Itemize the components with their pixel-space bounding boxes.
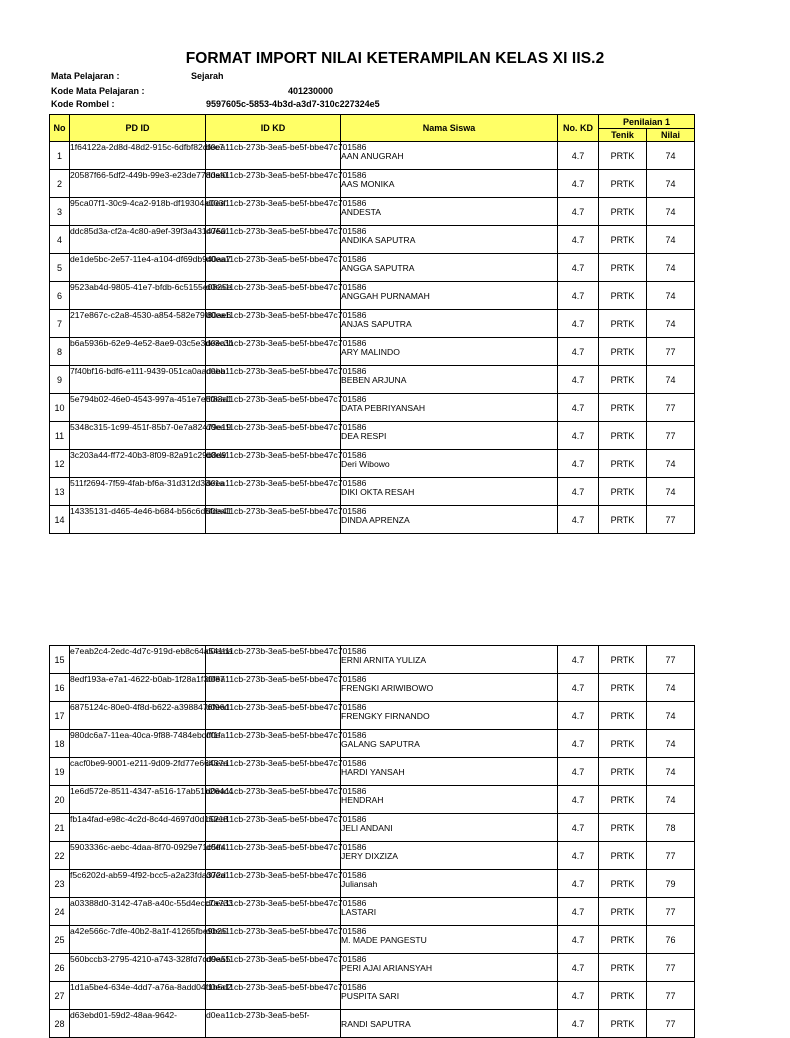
nama-siswa-cell: ANJAS SAPUTRA [341,310,558,338]
pd-id-cell: fb1a4fad-e98c-4c2d-8c4d-4697d0d15218 [70,814,206,842]
no-kd-cell: 4.7 [558,814,599,842]
no-kd-cell: 4.7 [558,254,599,282]
nilai-cell: 77 [647,422,695,450]
nilai-table-page-2 [49,645,695,1038]
row-number: 27 [50,982,70,1010]
nama-siswa-cell: ANDESTA [341,198,558,226]
nama-siswa-cell: GALANG SAPUTRA [341,730,558,758]
pd-id-cell: 8edf193a-e7a1-4622-b0ab-1f28a1f30f87 [70,674,206,702]
teknik-cell: PRTK [599,646,647,674]
nilai-cell: 77 [647,898,695,926]
row-number: 18 [50,730,70,758]
nilai-cell: 74 [647,226,695,254]
row-number: 10 [50,394,70,422]
no-kd-cell: 4.7 [558,142,599,170]
table-row [50,478,695,506]
row-number: 26 [50,954,70,982]
nilai-cell: 74 [647,310,695,338]
pd-id-cell: a42e566c-7dfe-40b2-8a1f-41265fbe9b25 [70,926,206,954]
row-number: 19 [50,758,70,786]
no-kd-cell: 4.7 [558,422,599,450]
row-number: 24 [50,898,70,926]
pd-id-cell: 560bccb3-2795-4210-a743-328fd7cd9a55 [70,954,206,982]
nama-siswa-cell: JERY DIXZIZA [341,842,558,870]
nilai-cell: 79 [647,870,695,898]
nama-siswa-cell: DINDA APRENZA [341,506,558,534]
nama-siswa-cell: DATA PEBRIYANSAH [341,394,558,422]
no-kd-cell: 4.7 [558,506,599,534]
table-row [50,1010,695,1038]
id-kd-cell: d0ea11cb-273b-3ea5-be5f-bbe47c701586 [206,506,341,534]
kode-rombel-value: 9597605c-5853-4b3d-a3d7-310c227324e5 [206,99,380,109]
teknik-cell: PRTK [599,450,647,478]
table-row [50,282,695,310]
table-row [50,898,695,926]
teknik-cell: PRTK [599,702,647,730]
id-kd-cell: d0ea11cb-273b-3ea5-be5f-bbe47c701586 [206,646,341,674]
nilai-table-page-1 [49,114,695,534]
nama-siswa-cell: BEBEN ARJUNA [341,366,558,394]
pd-id-cell: 9523ab4d-9805-41e7-bfdb-6c5155e0825e [70,282,206,310]
row-number: 3 [50,198,70,226]
table-row [50,506,695,534]
pd-id-cell: 3c203a44-ff72-40b3-8f09-82a91c29b8d9 [70,450,206,478]
id-kd-cell: d0ea11cb-273b-3ea5-be5f- [206,1010,341,1038]
id-kd-cell: d0ea11cb-273b-3ea5-be5f-bbe47c701586 [206,982,341,1010]
id-kd-cell: d0ea11cb-273b-3ea5-be5f-bbe47c701586 [206,394,341,422]
no-kd-cell: 4.7 [558,870,599,898]
teknik-cell: PRTK [599,814,647,842]
id-kd-cell: d0ea11cb-273b-3ea5-be5f-bbe47c701586 [206,198,341,226]
row-number: 12 [50,450,70,478]
nama-siswa-cell: PERI AJAI ARIANSYAH [341,954,558,982]
pd-id-cell: 5903336c-aebc-4daa-8f70-0929e71c5ff4 [70,842,206,870]
row-number: 6 [50,282,70,310]
id-kd-cell: d0ea11cb-273b-3ea5-be5f-bbe47c701586 [206,310,341,338]
pd-id-cell: 20587f66-5df2-449b-99e3-e23de778daf0 [70,170,206,198]
mapel-value: Sejarah [191,71,224,81]
no-kd-cell: 4.7 [558,394,599,422]
teknik-cell: PRTK [599,1010,647,1038]
no-kd-cell: 4.7 [558,842,599,870]
no-kd-cell: 4.7 [558,758,599,786]
table-row [50,170,695,198]
pd-id-cell: b6a5936b-62e9-4e52-8ae9-03c5e3de3c3b [70,338,206,366]
row-number: 20 [50,786,70,814]
id-kd-cell: d0ea11cb-273b-3ea5-be5f-bbe47c701586 [206,338,341,366]
row-number: 11 [50,422,70,450]
nilai-cell: 74 [647,142,695,170]
nama-siswa-cell: Juliansah [341,870,558,898]
nama-siswa-cell: HARDI YANSAH [341,758,558,786]
header-teknik: Tenik [599,129,647,142]
row-number: 1 [50,142,70,170]
id-kd-cell: d0ea11cb-273b-3ea5-be5f-bbe47c701586 [206,478,341,506]
pd-id-cell: a03388d0-3142-47a8-a40c-55d4ecc7a733 [70,898,206,926]
id-kd-cell: d0ea11cb-273b-3ea5-be5f-bbe47c701586 [206,926,341,954]
header-penilaian: Penilaian 1 [599,115,695,129]
pd-id-cell: f5c6202d-ab59-4f92-bcc5-a2a23fda372d [70,870,206,898]
table-row [50,198,695,226]
row-number: 2 [50,170,70,198]
teknik-cell: PRTK [599,198,647,226]
nilai-cell: 77 [647,1010,695,1038]
nilai-cell: 74 [647,198,695,226]
nama-siswa-cell: ARY MALINDO [341,338,558,366]
nama-siswa-cell: RANDI SAPUTRA [341,1010,558,1038]
no-kd-cell: 4.7 [558,310,599,338]
id-kd-cell: d0ea11cb-273b-3ea5-be5f-bbe47c701586 [206,702,341,730]
table-row [50,646,695,674]
nama-siswa-cell: PUSPITA SARI [341,982,558,1010]
no-kd-cell: 4.7 [558,282,599,310]
pd-id-cell: 1e6d572e-8511-4347-a516-17ab51b264c4 [70,786,206,814]
teknik-cell: PRTK [599,926,647,954]
no-kd-cell: 4.7 [558,478,599,506]
table-row [50,870,695,898]
nilai-cell: 76 [647,926,695,954]
pd-id-cell: ddc85d3a-cf2a-4c80-a9ef-39f3a4314750 [70,226,206,254]
header-nilai: Nilai [647,129,695,142]
nilai-cell: 77 [647,954,695,982]
nilai-cell: 74 [647,450,695,478]
nama-siswa-cell: DIKI OKTA RESAH [341,478,558,506]
pd-id-cell: 5e794b02-46e0-4543-997a-451e7e5f83a1 [70,394,206,422]
nama-siswa-cell: AAS MONIKA [341,170,558,198]
table-row [50,422,695,450]
pd-id-cell: 1d1a5be4-634e-4dd7-a76a-8add04f1b5d2 [70,982,206,1010]
pd-id-cell: de1de5bc-2e57-11e4-a104-df69db940aa7 [70,254,206,282]
no-kd-cell: 4.7 [558,730,599,758]
nilai-cell: 74 [647,170,695,198]
teknik-cell: PRTK [599,282,647,310]
id-kd-cell: d0ea11cb-273b-3ea5-be5f-bbe47c701586 [206,814,341,842]
nilai-cell: 74 [647,254,695,282]
pd-id-cell: 1f64122a-2d8d-48d2-915c-6dfbf82dfec7 [70,142,206,170]
nilai-cell: 77 [647,394,695,422]
teknik-cell: PRTK [599,954,647,982]
table-row [50,310,695,338]
no-kd-cell: 4.7 [558,982,599,1010]
no-kd-cell: 4.7 [558,338,599,366]
nilai-cell: 74 [647,282,695,310]
nilai-cell: 77 [647,646,695,674]
teknik-cell: PRTK [599,310,647,338]
teknik-cell: PRTK [599,226,647,254]
pd-id-cell: 5348c315-1c99-451f-85b7-0e7a82479e19 [70,422,206,450]
nilai-cell: 77 [647,506,695,534]
teknik-cell: PRTK [599,506,647,534]
row-number: 28 [50,1010,70,1038]
table-row [50,982,695,1010]
id-kd-cell: d0ea11cb-273b-3ea5-be5f-bbe47c701586 [206,226,341,254]
nilai-cell: 74 [647,786,695,814]
teknik-cell: PRTK [599,254,647,282]
no-kd-cell: 4.7 [558,198,599,226]
kode-mapel-label: Kode Mata Pelajaran : [51,86,145,96]
pd-id-cell: d63ebd01-59d2-48aa-9642- [70,1010,206,1038]
no-kd-cell: 4.7 [558,702,599,730]
teknik-cell: PRTK [599,338,647,366]
row-number: 25 [50,926,70,954]
row-number: 4 [50,226,70,254]
table-row [50,142,695,170]
nama-siswa-cell: Deri Wibowo [341,450,558,478]
row-number: 17 [50,702,70,730]
pd-id-cell: 14335131-d465-4e46-b684-b56c6d5fda41 [70,506,206,534]
pd-id-cell: cacf0be9-9001-e211-9d09-2fd77e66437a [70,758,206,786]
nama-siswa-cell: DEA RESPI [341,422,558,450]
table-row [50,954,695,982]
table-row [50,254,695,282]
id-kd-cell: d0ea11cb-273b-3ea5-be5f-bbe47c701586 [206,898,341,926]
nilai-cell: 74 [647,366,695,394]
teknik-cell: PRTK [599,170,647,198]
row-number: 15 [50,646,70,674]
table-row [50,338,695,366]
header-pd-id: PD ID [70,115,206,142]
no-kd-cell: 4.7 [558,366,599,394]
id-kd-cell: d0ea11cb-273b-3ea5-be5f-bbe47c701586 [206,954,341,982]
nilai-cell: 74 [647,674,695,702]
teknik-cell: PRTK [599,422,647,450]
pd-id-cell: 95ca07f1-30c9-4ca2-918b-df19304a003f [70,198,206,226]
nilai-cell: 77 [647,982,695,1010]
row-number: 22 [50,842,70,870]
teknik-cell: PRTK [599,730,647,758]
id-kd-cell: d0ea11cb-273b-3ea5-be5f-bbe47c701586 [206,142,341,170]
no-kd-cell: 4.7 [558,226,599,254]
pd-id-cell: 980dc6a7-11ea-40ca-9f88-7484ebdfff1f [70,730,206,758]
header-nama-siswa: Nama Siswa [341,115,558,142]
id-kd-cell: d0ea11cb-273b-3ea5-be5f-bbe47c701586 [206,254,341,282]
nama-siswa-cell: HENDRAH [341,786,558,814]
nilai-cell: 77 [647,338,695,366]
table-row [50,758,695,786]
table-row [50,366,695,394]
no-kd-cell: 4.7 [558,646,599,674]
id-kd-cell: d0ea11cb-273b-3ea5-be5f-bbe47c701586 [206,842,341,870]
table-row [50,842,695,870]
teknik-cell: PRTK [599,394,647,422]
row-number: 8 [50,338,70,366]
mapel-label: Mata Pelajaran : [51,71,120,81]
table-row [50,394,695,422]
pd-id-cell: 6875124c-80e0-4f8d-b622-a3988476f96d [70,702,206,730]
kode-rombel-label: Kode Rombel : [51,99,115,109]
id-kd-cell: d0ea11cb-273b-3ea5-be5f-bbe47c701586 [206,170,341,198]
nama-siswa-cell: ANGGA SAPUTRA [341,254,558,282]
pd-id-cell: e7eab2c4-2edc-4d7c-919d-eb8c64a541ba [70,646,206,674]
no-kd-cell: 4.7 [558,926,599,954]
no-kd-cell: 4.7 [558,1010,599,1038]
teknik-cell: PRTK [599,674,647,702]
header-no: No [50,115,70,142]
no-kd-cell: 4.7 [558,674,599,702]
id-kd-cell: d0ea11cb-273b-3ea5-be5f-bbe47c701586 [206,282,341,310]
nama-siswa-cell: JELI ANDANI [341,814,558,842]
id-kd-cell: d0ea11cb-273b-3ea5-be5f-bbe47c701586 [206,674,341,702]
pd-id-cell: 511f2694-7f59-4fab-bf6a-31d312d33e1a [70,478,206,506]
no-kd-cell: 4.7 [558,954,599,982]
row-number: 14 [50,506,70,534]
id-kd-cell: d0ea11cb-273b-3ea5-be5f-bbe47c701586 [206,450,341,478]
pd-id-cell: 7f40bf16-bdf6-e111-9439-051ca0aadabb [70,366,206,394]
document-title: FORMAT IMPORT NILAI KETERAMPILAN KELAS XI IIS.2 [185,50,605,67]
id-kd-cell: d0ea11cb-273b-3ea5-be5f-bbe47c701586 [206,366,341,394]
table-row [50,814,695,842]
kode-mapel-value: 401230000 [288,86,334,96]
table-row [50,786,695,814]
id-kd-cell: d0ea11cb-273b-3ea5-be5f-bbe47c701586 [206,870,341,898]
nama-siswa-cell: M. MADE PANGESTU [341,926,558,954]
row-number: 23 [50,870,70,898]
nama-siswa-cell: FRENGKY FIRNANDO [341,702,558,730]
no-kd-cell: 4.7 [558,786,599,814]
id-kd-cell: d0ea11cb-273b-3ea5-be5f-bbe47c701586 [206,730,341,758]
teknik-cell: PRTK [599,898,647,926]
nama-siswa-cell: FRENGKI ARIWIBOWO [341,674,558,702]
teknik-cell: PRTK [599,366,647,394]
id-kd-cell: d0ea11cb-273b-3ea5-be5f-bbe47c701586 [206,422,341,450]
id-kd-cell: d0ea11cb-273b-3ea5-be5f-bbe47c701586 [206,758,341,786]
nama-siswa-cell: ANDIKA SAPUTRA [341,226,558,254]
pd-id-cell: 217e867c-c2a8-4530-a854-582e79f80ae6 [70,310,206,338]
nilai-cell: 74 [647,478,695,506]
nama-siswa-cell: AAN ANUGRAH [341,142,558,170]
teknik-cell: PRTK [599,842,647,870]
no-kd-cell: 4.7 [558,170,599,198]
table-row [50,702,695,730]
teknik-cell: PRTK [599,142,647,170]
teknik-cell: PRTK [599,870,647,898]
nama-siswa-cell: ERNI ARNITA YULIZA [341,646,558,674]
row-number: 7 [50,310,70,338]
table-row [50,450,695,478]
row-number: 5 [50,254,70,282]
nama-siswa-cell: LASTARI [341,898,558,926]
header-id-kd: ID KD [206,115,341,142]
row-number: 9 [50,366,70,394]
table-row [50,926,695,954]
teknik-cell: PRTK [599,982,647,1010]
nilai-cell: 74 [647,730,695,758]
row-number: 21 [50,814,70,842]
row-number: 16 [50,674,70,702]
row-number: 13 [50,478,70,506]
nilai-cell: 77 [647,842,695,870]
header-no-kd: No. KD [558,115,599,142]
nilai-cell: 74 [647,758,695,786]
nilai-cell: 78 [647,814,695,842]
teknik-cell: PRTK [599,786,647,814]
table-row [50,674,695,702]
nilai-cell: 74 [647,702,695,730]
table-row [50,730,695,758]
id-kd-cell: d0ea11cb-273b-3ea5-be5f-bbe47c701586 [206,786,341,814]
no-kd-cell: 4.7 [558,450,599,478]
teknik-cell: PRTK [599,758,647,786]
nama-siswa-cell: ANGGAH PURNAMAH [341,282,558,310]
teknik-cell: PRTK [599,478,647,506]
no-kd-cell: 4.7 [558,898,599,926]
table-row [50,226,695,254]
